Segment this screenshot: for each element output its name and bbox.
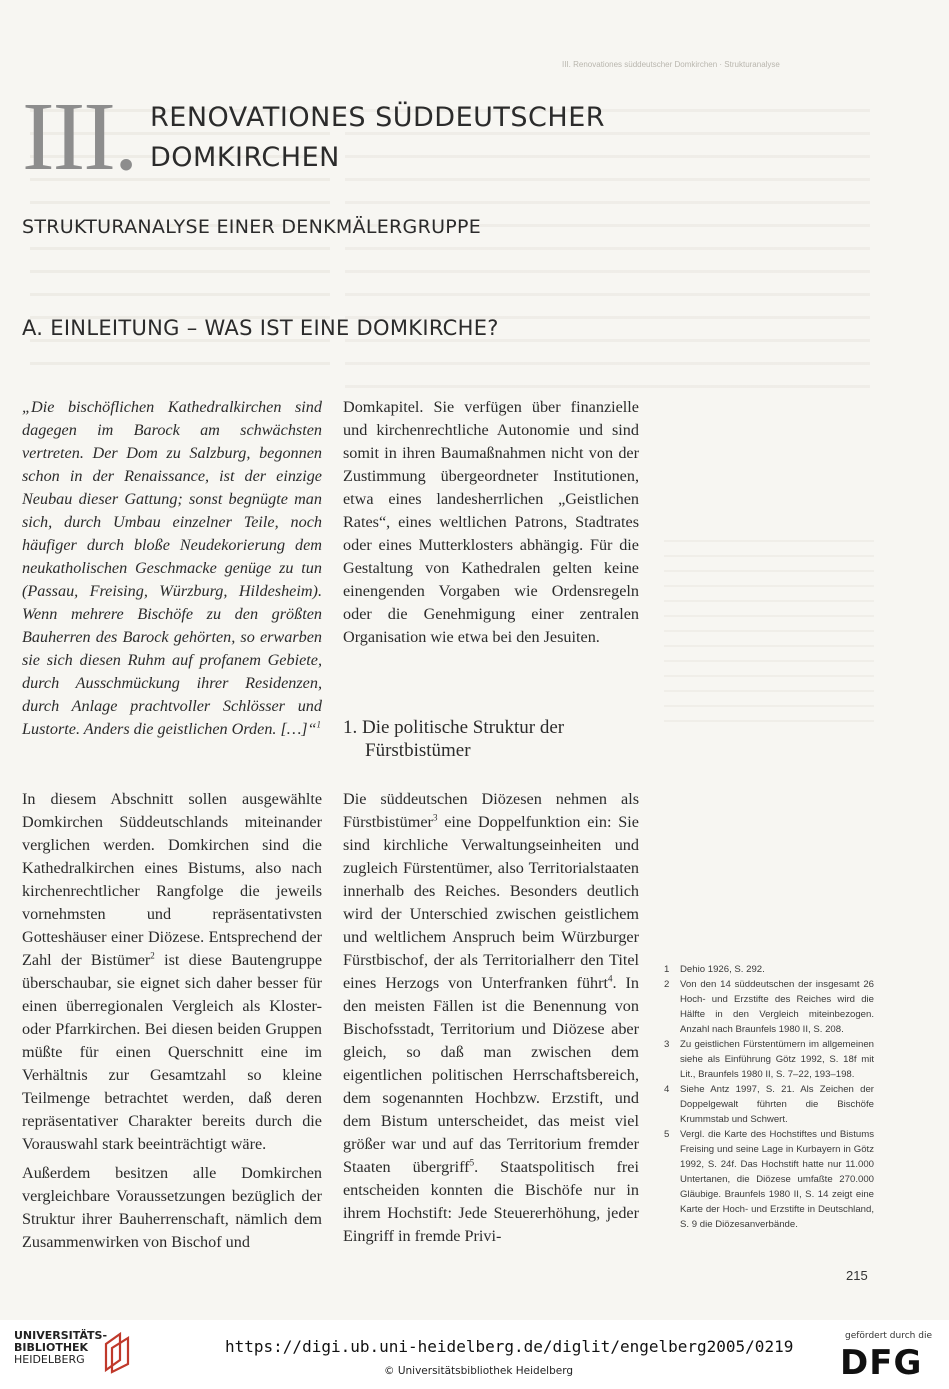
footnote-ref[interactable]: 5: [469, 1157, 475, 1168]
chapter-title-line1: RENOVATIONES SÜDDEUTSCHER: [150, 102, 606, 133]
footnote-ref[interactable]: 3: [432, 812, 438, 823]
body-column-right-top: [343, 396, 639, 649]
dfg-logo[interactable]: DFG: [840, 1343, 923, 1383]
subsection-heading: 1. Die politische Struktur der Fürstbistümer: [343, 717, 565, 761]
chapter-title-line2: DOMKIRCHEN: [150, 142, 340, 173]
chapter-number: III.: [22, 83, 137, 191]
body-column-left: [22, 788, 322, 1254]
chapter-subtitle: STRUKTURANALYSE EINER DENKMÄLERGRUPPE: [22, 216, 482, 238]
footnote: 5 Vergl. die Karte des Hochstiftes und Bistums Freising und seine Lage in Kurbayern in Götz 1992, S. 24f. Das Hochstift hatte nur 11.000 Untertanen, die Diözese umfaßte 270.000 Gläubige. Braunfels 1980 II, S. 14 zeigt eine Karte der Hoch- und Erzstifte in Deutschland, S. 9 die Diözesanverbände.: [664, 1129, 874, 1230]
copyright-notice: © Universitätsbibliothek Heidelberg: [384, 1365, 574, 1377]
footnote-ref[interactable]: 4: [608, 973, 613, 984]
bleed-through-notes: [664, 530, 874, 730]
epigraph-quote: [22, 396, 322, 741]
funding-note: gefördert durch die: [845, 1331, 932, 1341]
paragraph: Domkapitel. Sie verfügen über finanzielle und kirchenrechtliche Autonomie und sind somit in ihren Baumaßnahmen nicht von der Zustimmung übergeordneter Institutionen, etwa eines landesherrlichen „Geistlichen Rates“, eines weltlichen Patrons, Stadtrates oder eines Mutterklosters abhängig. Für die Gestaltung von Kathedralen gelten keine einengenden Vorgaben wie Ordensregeln oder die Genehmigung einer zentralen Organisation wie etwa bei den Jesuiten.: [343, 398, 639, 646]
footnote: 2 Von den 14 süddeutschen der insgesamt 26 Hoch- und Erzstifte des Reiches wird die Hälfte in den Vergleich miteinbezogen. Anzahl nach Braunfels 1980 II, S. 208.: [664, 979, 874, 1035]
section-heading: A. EINLEITUNG – WAS IST EINE DOMKIRCHE?: [22, 316, 499, 340]
paragraph: In diesem Abschnitt sollen ausgewählte Domkirchen Süddeutschlands miteinander verglichen werden. Domkirchen sind die Kathedralkirchen eines Bistums, also nach kirchenrechtlicher Rangfolge die jeweils vornehmsten und repräsentativsten Gotteshäuser einer Diözese. Entsprechend der Zahl der Bistümer$^2$ ist diese Bautengruppe überschaubar, sie eignet sich daher besser für einen überregionalen Vergleich als Kloster- oder Pfarrkirchen. Bei diesen beiden Gruppen müßte für einen Querschnitt eine im Verhältnis zur Gesamtzahl so kleine Teilmenge betrachtet werden, daß deren repräsentativer Charakter bereits durch die Vorauswahl stark beeinträchtigt wäre.: [22, 790, 323, 1153]
footnote-ref[interactable]: 1: [316, 719, 322, 730]
footnote: 4 Siehe Antz 1997, S. 21. Als Zeichen der Doppelgewalt führten die Bischöfe Krummstab und Schwert.: [664, 1084, 874, 1125]
permalink-url[interactable]: https://digi.ub.uni-heidelberg.de/diglit/engelberg2005/0219: [225, 1337, 794, 1356]
body-column-right-bottom: [343, 788, 639, 1248]
footnote: 3 Zu geistlichen Fürstentümern im allgemeinen siehe als Einführung Götz 1992, S. 18f mit Lit., Braunfels 1980 II, S. 7–22, 193–198.: [664, 1039, 874, 1080]
paragraph: Die süddeutschen Diözesen nehmen als Fürstbistümer$^3$ eine Doppelfunktion ein: Sie sind kirchliche Verwaltungseinheiten und zugleich Fürstentümer, also Territorialstaaten innerhalb des Reiches. Besonders deutlich wird der Unterschied zwischen geistlichem und weltlichem Anspruch beim Würzburger Fürstbischof, der als Territorialherr den Titel eines Herzogs von Unterfranken führt$^4$. In den meisten Fällen ist die Benennung von Bischofsstadt, Territorium und Diözese aber gleich, so daß man zwischen dem eigentlichen politischen Herrschaftsbereich, dem sogenannten Hochbzw. Erzstift, und dem Bistum unterscheidet, das meist viel größer war und auf das Territorium fremder Staaten übergriff$^5$. Staatspolitisch frei entscheiden konnten die Bischöfe nur in ihrem Hochstift: Jede Steuererhöhung, jeder Eingriff in fremde Privi-: [343, 790, 640, 1245]
running-head: III. Renovationes süddeutscher Domkirchen · Strukturanalyse: [562, 60, 780, 69]
footnotes: [664, 962, 874, 1232]
page-number: 215: [846, 1268, 868, 1283]
library-logo-text[interactable]: UNIVERSITÄTS- BIBLIOTHEK HEIDELBERG: [14, 1329, 108, 1366]
library-logo-icon: [100, 1330, 134, 1374]
chapter-title: [150, 98, 605, 178]
paragraph: Außerdem besitzen alle Domkirchen vergleichbare Voraussetzungen bezüglich der Struktur ihrer Bauherrenschaft, nämlich dem Zusammenwirken von Bischof und: [22, 1164, 322, 1251]
footnote: 1 Dehio 1926, S. 292.: [664, 964, 765, 975]
footnote-ref[interactable]: 2: [150, 950, 155, 961]
quote-text: „Die bischöflichen Kathedralkirchen sind dagegen im Barock am schwächsten vertreten. Der Dom zu Salzburg, begonnen schon in der Renaissance, ist der einzige Neubau dieser Gattung; sonst begnügte man sich, durch Umbau einzelner Teile, noch häufiger durch bloße Neudekorierung dem neukatholischen Geschmacke genüge zu tun (Passau, Freising, Würzburg, Hildesheim). Wenn mehrere Bischöfe zu den größten Bauherren des Barock gehörten, so erwarben sie sich diesen Ruhm auf profanem Gebiete, durch Ausschmückung ihrer Residenzen, durch Anlage prachtvoller Schlösser und Lustorte. Anders die geistlichen Orden. […]“: [22, 398, 322, 738]
